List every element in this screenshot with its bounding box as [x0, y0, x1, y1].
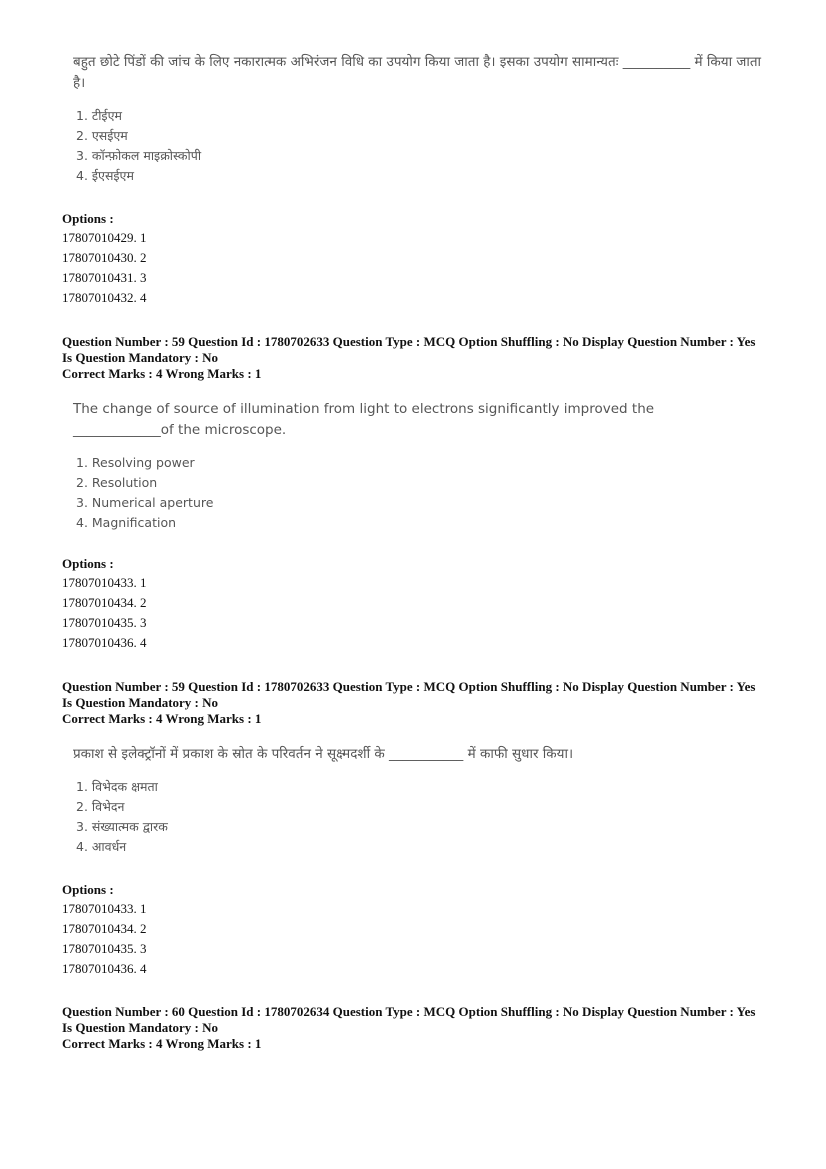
options-label: Options :	[62, 211, 114, 226]
choice-item: 1. विभेदक क्षमता	[76, 779, 158, 794]
option-row: 17807010435. 3	[62, 615, 147, 630]
question-marks: Correct Marks : 4 Wrong Marks : 1	[62, 366, 262, 381]
option-row: 17807010436. 4	[62, 961, 147, 976]
option-row: 17807010430. 2	[62, 250, 147, 265]
option-row: 17807010436. 4	[62, 635, 147, 650]
choice-item: 2. Resolution	[76, 475, 158, 490]
option-row: 17807010434. 2	[62, 921, 147, 936]
question-text: बहुत छोटे पिंडों की जांच के लिए नकारात्मक अभिरंजन विधि का उपयोग किया जाता है। इसका उपयोग सामान्यतः __________ में किया जाता है।	[73, 54, 762, 91]
choice-item: 3. Numerical aperture	[76, 495, 214, 510]
options-section	[62, 881, 147, 979]
choice-item: 4. आवर्धन	[76, 839, 127, 854]
choice-item: 1. टीईएम	[76, 108, 122, 123]
option-row: 17807010434. 2	[62, 595, 147, 610]
options-section	[62, 210, 147, 308]
question-meta-line: Question Number : 60 Question Id : 1780702634 Question Type : MCQ Option Shuffling : No Display Question Number : Yes	[62, 1004, 756, 1019]
question-choices	[76, 106, 201, 186]
choice-item: 2. विभेदन	[76, 799, 125, 814]
question-text: The change of source of illumination from light to electrons significantly improved the _____________of the microscope.	[73, 401, 655, 438]
question-meta	[62, 679, 782, 727]
choice-item: 4. ईएसईएम	[76, 168, 134, 183]
question-meta-line: Question Number : 59 Question Id : 1780702633 Question Type : MCQ Option Shuffling : No Display Question Number : Yes	[62, 334, 756, 349]
choice-item: 2. एसईएम	[76, 128, 128, 143]
option-row: 17807010433. 1	[62, 575, 147, 590]
option-row: 17807010431. 3	[62, 270, 147, 285]
option-row: 17807010433. 1	[62, 901, 147, 916]
options-section	[62, 555, 147, 653]
choice-item: 4. Magnification	[76, 515, 177, 530]
question-mandatory: Is Question Mandatory : No	[62, 695, 219, 710]
question-choices	[76, 777, 168, 857]
choice-item: 1. Resolving power	[76, 455, 195, 470]
question-mandatory: Is Question Mandatory : No	[62, 1020, 219, 1035]
question-choices	[76, 453, 213, 533]
question-meta-line: Question Number : 59 Question Id : 1780702633 Question Type : MCQ Option Shuffling : No Display Question Number : Yes	[62, 679, 756, 694]
question-meta	[62, 1004, 782, 1052]
choice-item: 3. कॉन्फ़ोकल माइक्रोस्कोपी	[76, 148, 202, 163]
options-label: Options :	[62, 556, 114, 571]
choice-item: 3. संख्यात्मक द्वारक	[76, 819, 168, 834]
question-text: प्रकाश से इलेक्ट्रॉनों में प्रकाश के स्रोत के परिवर्तन ने सूक्ष्मदर्शी के ___________ में काफी सुधार किया।	[73, 746, 574, 762]
question-marks: Correct Marks : 4 Wrong Marks : 1	[62, 1036, 262, 1051]
option-row: 17807010432. 4	[62, 290, 147, 305]
options-label: Options :	[62, 882, 114, 897]
question-marks: Correct Marks : 4 Wrong Marks : 1	[62, 711, 262, 726]
question-meta	[62, 334, 782, 382]
option-row: 17807010435. 3	[62, 941, 147, 956]
question-mandatory: Is Question Mandatory : No	[62, 350, 219, 365]
option-row: 17807010429. 1	[62, 230, 147, 245]
